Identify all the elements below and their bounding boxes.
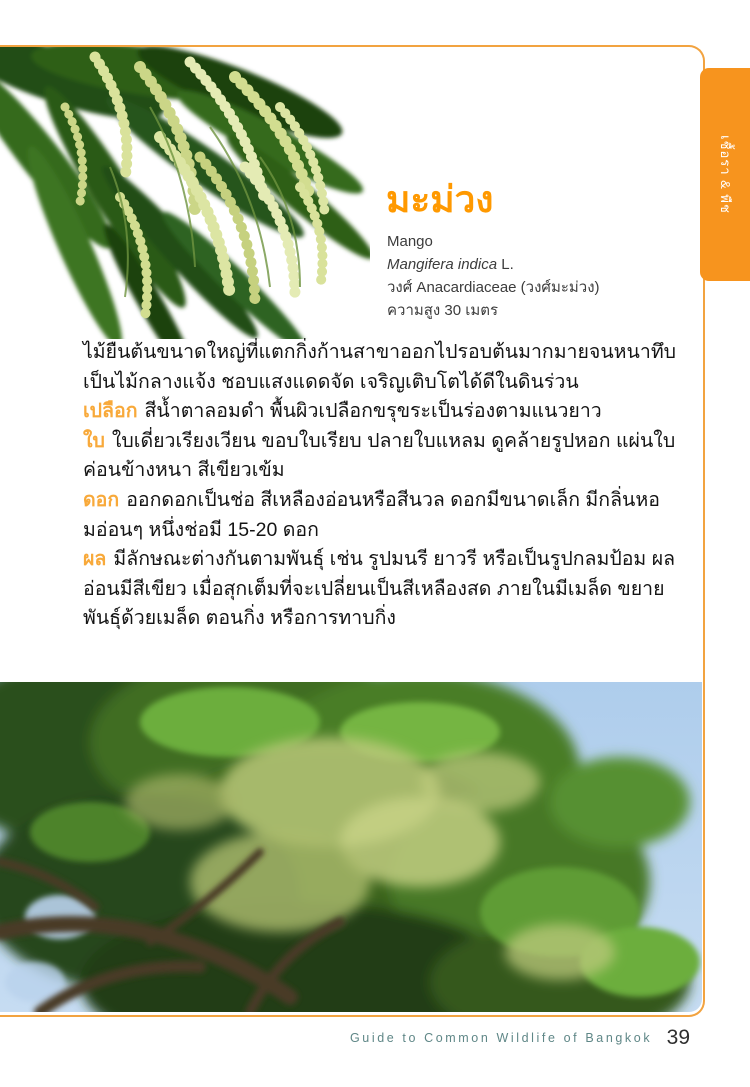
scientific-name-line: [387, 253, 600, 276]
intro-paragraph: ไม้ยืนต้นขนาดใหญ่ที่แตกกิ่งก้านสาขาออกไปรอบต้นมากมายจนหนาทึบ เป็นไม้กลางแจ้ง ชอบแสงแดดจัด เจริญเติบโตได้ดีในดินร่วน: [83, 341, 677, 393]
keyword-fruit: ผล: [83, 548, 107, 571]
section-tab: [700, 68, 750, 281]
section-tab-label: เชื้อรา & พืช: [717, 135, 733, 214]
common-name: Mango: [387, 233, 433, 250]
leaf-text: ใบเดี่ยวเรียงเวียน ขอบใบเรียบ ปลายใบแหลม ดูคล้ายรูปหอก แผ่นใบค่อนข้างหนา สีเขียวเข้ม: [83, 429, 676, 482]
species-name-block: [387, 230, 600, 322]
family-line: วงศ์ Anacardiaceae (วงศ์มะม่วง): [387, 279, 600, 296]
scientific-name: Mangifera indica: [387, 256, 498, 273]
leaf-paragraph: [83, 427, 685, 486]
keyword-flower: ดอก: [83, 488, 120, 511]
keyword-bark: เปลือก: [83, 400, 138, 423]
height-line: ความสูง 30 เมตร: [387, 302, 499, 319]
bark-text: สีน้ำตาลอมดำ พื้นผิวเปลือกขรุขระเป็นร่องตามแนวยาว: [144, 400, 602, 423]
fruit-text: มีลักษณะต่างกันตามพันธุ์ เช่น รูปมนรี ยาวรี หรือเป็นรูปกลมป้อม ผลอ่อนมีสีเขียว เมื่อสุกเต็มที่จะเปลี่ยนเป็นสีเหลืองสด ภายในมีเมล็ด ขยายพันธุ์ด้วยเมล็ด ตอนกิ่ง หรือการทาบกิ่ง: [83, 548, 676, 630]
species-title-thai: มะม่วง: [386, 179, 494, 220]
species-description: [83, 338, 685, 634]
mango-tree-photo: [0, 682, 702, 1012]
mango-tree-illustration: [0, 682, 702, 1012]
book-title: Guide to Common Wildlife of Bangkok: [349, 1031, 653, 1045]
keyword-leaf: ใบ: [83, 429, 105, 452]
fruit-paragraph: [83, 545, 685, 634]
flower-paragraph: [83, 486, 685, 545]
flower-text: ออกดอกเป็นช่อ สีเหลืองอ่อนหรือสีนวล ดอกมีขนาดเล็ก มีกลิ่นหอมอ่อนๆ หนึ่งช่อมี 15-20 ดอก: [83, 488, 660, 541]
page-footer: [350, 1026, 690, 1050]
author-abbrev: L.: [497, 256, 514, 273]
page-number: 39: [666, 1026, 690, 1049]
mango-flowers-photo: [0, 47, 370, 339]
bark-paragraph: [83, 397, 685, 427]
mango-flowers-illustration: [0, 47, 370, 339]
